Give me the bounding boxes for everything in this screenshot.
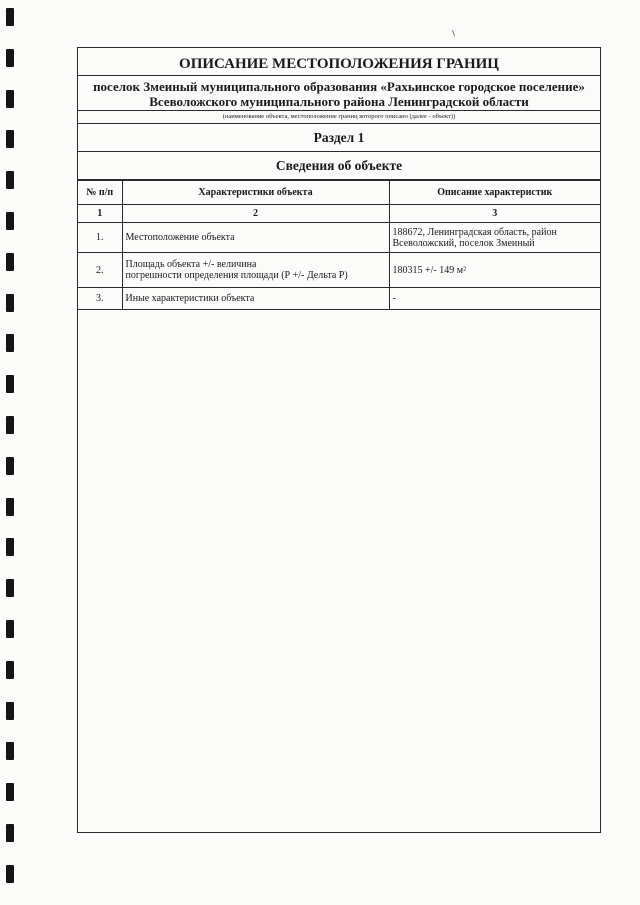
binding-hole bbox=[6, 661, 14, 679]
description-text: - bbox=[392, 293, 396, 304]
title-block bbox=[78, 48, 600, 124]
binding-hole bbox=[6, 702, 14, 720]
header-characteristic: Характеристики объекта bbox=[122, 181, 389, 205]
subtitle-line-2: Всеволожского муниципального района Ленинградской области bbox=[149, 94, 529, 109]
section-title: Сведения об объекте bbox=[78, 152, 600, 180]
object-note: (наименование объекта, местоположение границ которого описано (далее - объект)) bbox=[78, 110, 600, 123]
row-number: 3. bbox=[78, 288, 122, 310]
row-description bbox=[389, 253, 600, 288]
binding-hole bbox=[6, 8, 14, 26]
row-number: 1. bbox=[78, 223, 122, 253]
binding-hole bbox=[6, 212, 14, 230]
description-text: Всеволожский, поселок Змеиный bbox=[392, 237, 535, 249]
row-characteristic bbox=[122, 253, 389, 288]
binding-hole bbox=[6, 783, 14, 801]
binding-hole bbox=[6, 130, 14, 148]
column-index-row bbox=[78, 205, 600, 223]
header-description: Описание характеристик bbox=[389, 181, 600, 205]
table-row bbox=[78, 223, 600, 253]
row-characteristic bbox=[122, 288, 389, 310]
characteristic-text: Местоположение объекта bbox=[125, 232, 235, 243]
binding-hole bbox=[6, 824, 14, 842]
binding-hole bbox=[6, 253, 14, 271]
index-cell: 3 bbox=[389, 205, 600, 223]
binding-hole bbox=[6, 294, 14, 312]
object-table bbox=[78, 180, 600, 310]
binding-hole bbox=[6, 457, 14, 475]
binding-hole bbox=[6, 90, 14, 108]
row-description bbox=[389, 288, 600, 310]
subtitle-line-1: поселок Змеиный муниципального образования «Рахьинское городское поселение» bbox=[93, 79, 585, 94]
binding-holes bbox=[6, 0, 16, 905]
section-label: Раздел 1 bbox=[78, 124, 600, 152]
scan-mark bbox=[452, 30, 455, 36]
table-row bbox=[78, 288, 600, 310]
characteristic-text: Площадь объекта +/- величина bbox=[125, 259, 257, 270]
description-text: 188672, Ленинградская область, район bbox=[392, 226, 557, 238]
binding-hole bbox=[6, 375, 14, 393]
binding-hole bbox=[6, 416, 14, 434]
document-sheet bbox=[77, 47, 601, 833]
index-cell: 2 bbox=[122, 205, 389, 223]
characteristic-text: Иные характеристики объекта bbox=[125, 293, 255, 304]
index-cell: 1 bbox=[78, 205, 122, 223]
table-row bbox=[78, 253, 600, 288]
binding-hole bbox=[6, 171, 14, 189]
table-header-row bbox=[78, 181, 600, 205]
binding-hole bbox=[6, 538, 14, 556]
binding-hole bbox=[6, 742, 14, 760]
binding-hole bbox=[6, 334, 14, 352]
header-number: № п/п bbox=[78, 181, 122, 205]
binding-hole bbox=[6, 579, 14, 597]
binding-hole bbox=[6, 498, 14, 516]
document-title: ОПИСАНИЕ МЕСТОПОЛОЖЕНИЯ ГРАНИЦ bbox=[78, 48, 600, 76]
row-characteristic bbox=[122, 223, 389, 253]
binding-hole bbox=[6, 620, 14, 638]
description-text: 180315 +/- 149 м² bbox=[392, 264, 467, 276]
characteristic-text: погрешности определения площади (Р +/- Дельта Р) bbox=[125, 270, 348, 281]
document-subtitle bbox=[78, 76, 600, 110]
row-description bbox=[389, 223, 600, 253]
row-number: 2. bbox=[78, 253, 122, 288]
binding-hole bbox=[6, 49, 14, 67]
binding-hole bbox=[6, 865, 14, 883]
